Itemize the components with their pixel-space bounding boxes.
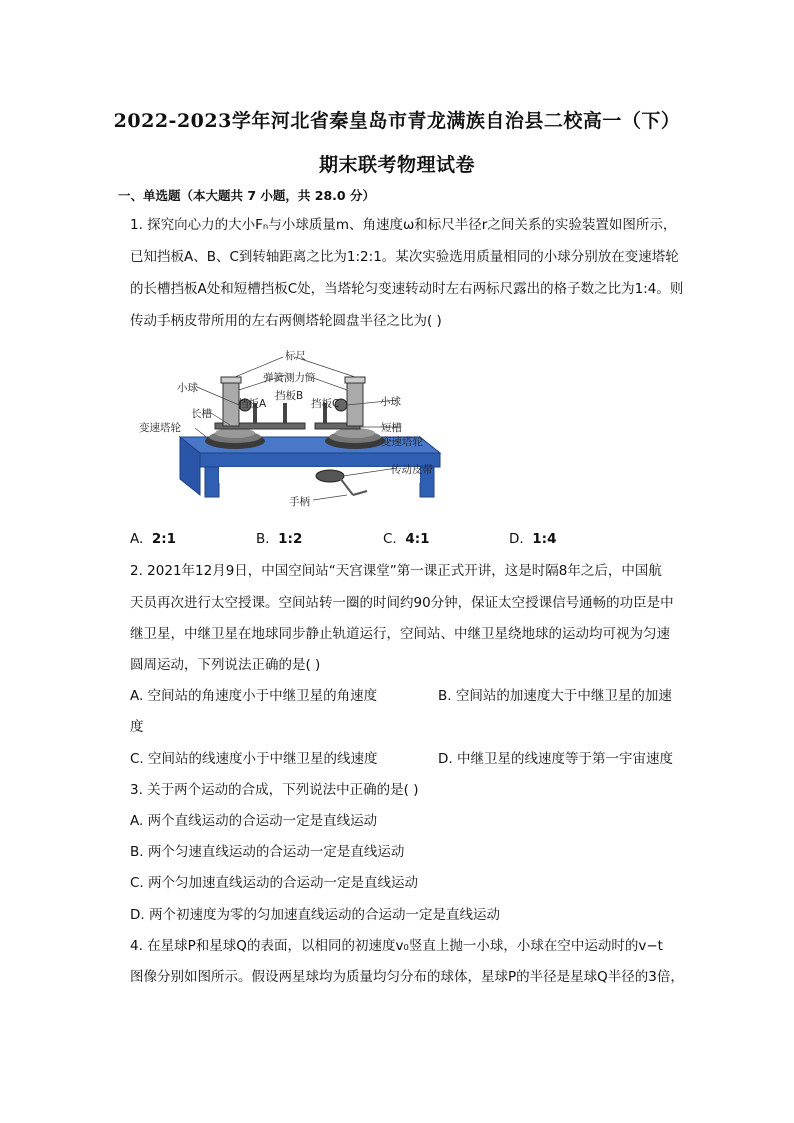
q1-line-3: 的长槽挡板A处和短槽挡板C处，当塔轮匀变速转动时左右两标尺露出的格子数之比为1:4。则 (130, 281, 684, 297)
q2-option-a: A. 空间站的角速度小于中继卫星的角速度 (130, 688, 378, 704)
label-long-groove: 长槽 (191, 408, 212, 420)
q1-line-1: 1. 探究向心力的大小Fₙ与小球质量m、角速度ω和标尺半径r之间关系的实验装置如图所示， (130, 217, 677, 233)
q3-option-c: C. 两个匀加速直线运动的合运动一定是直线运动 (130, 875, 419, 891)
q2-option-b: B. 空间站的加速度大于中继卫星的加速 (438, 688, 672, 704)
q3-option-a: A. 两个直线运动的合运动一定是直线运动 (130, 813, 378, 829)
label-baffle-a: 挡板A (238, 398, 267, 410)
label-biaochi: 标尺 (285, 350, 306, 362)
section-heading: 一、单选题（本大题共 7 小题，共 28.0 分） (118, 188, 375, 203)
q3-option-d: D. 两个初速度为零的匀加速直线运动的合运动一定是直线运动 (130, 907, 500, 923)
q1-line-2: 已知挡板A、B、C到转轴距离之比为1:2:1。某次实验选用质量相同的小球分别放在变速塔轮 (130, 249, 679, 265)
q4-line-1: 4. 在星球P和星球Q的表面，以相同的初速度v₀竖直上抛一小球，小球在空中运动时的v−t (130, 938, 663, 954)
exam-title-line2: 期末联考物理试卷 (318, 154, 475, 176)
label-baffle-b: 挡板B (275, 390, 304, 402)
q2-line-3: 继卫星，中继卫星在地球同步静止轨道运行，空间站、中继卫星绕地球的运动均可视为匀速 (130, 626, 670, 642)
label-baffle-c: 挡板C (311, 398, 340, 410)
q4-line-2: 图像分别如图所示。假设两星球均为质量均匀分布的球体，星球P的半径是星球Q半径的3倍， (130, 969, 684, 985)
q2-line-4: 圆周运动，下列说法正确的是( ) (130, 657, 321, 673)
q2-option-b-wrap: 度 (130, 719, 144, 735)
q2-option-c: C. 空间站的线速度小于中继卫星的线速度 (130, 751, 378, 767)
q2-line-1: 2. 2021年12月9日，中国空间站“天宫课堂”第一课正式开讲，这是时隔8年之后，中国航 (130, 563, 662, 579)
centripetal-apparatus-figure (135, 345, 465, 515)
q1-option-d: D. 1:4 (509, 531, 557, 547)
q2-option-d: D. 中继卫星的线速度等于第一宇宙速度 (438, 751, 673, 767)
label-handle: 手柄 (289, 496, 310, 508)
q1-option-c: C. 4:1 (383, 531, 430, 547)
q2-line-2: 天员再次进行太空授课。空间站转一圈的时间约90分钟，保证太空授课信号通畅的功臣是中 (130, 595, 674, 611)
q1-option-a: A. 2:1 (130, 531, 177, 547)
q1-option-b: B. 1:2 (256, 531, 303, 547)
label-spring-gauge: 弹簧测力筒 (263, 372, 316, 384)
label-tower-wheel-left: 变速塔轮 (139, 422, 181, 434)
label-ball-left: 小球 (177, 382, 198, 394)
label-short-groove: 短槽 (381, 422, 402, 434)
label-belt: 传动皮带 (391, 464, 433, 476)
exam-title-line1: 2022-2023学年河北省秦皇岛市青龙满族自治县二校高一（下） (113, 110, 681, 132)
q3-stem: 3. 关于两个运动的合成，下列说法中正确的是( ) (130, 782, 419, 798)
label-ball-right: 小球 (380, 396, 401, 408)
q3-option-b: B. 两个匀速直线运动的合运动一定是直线运动 (130, 844, 405, 860)
label-tower-wheel-right: 变速塔轮 (381, 436, 423, 448)
q1-line-4: 传动手柄皮带所用的左右两侧塔轮圆盘半径之比为( ) (130, 313, 442, 329)
